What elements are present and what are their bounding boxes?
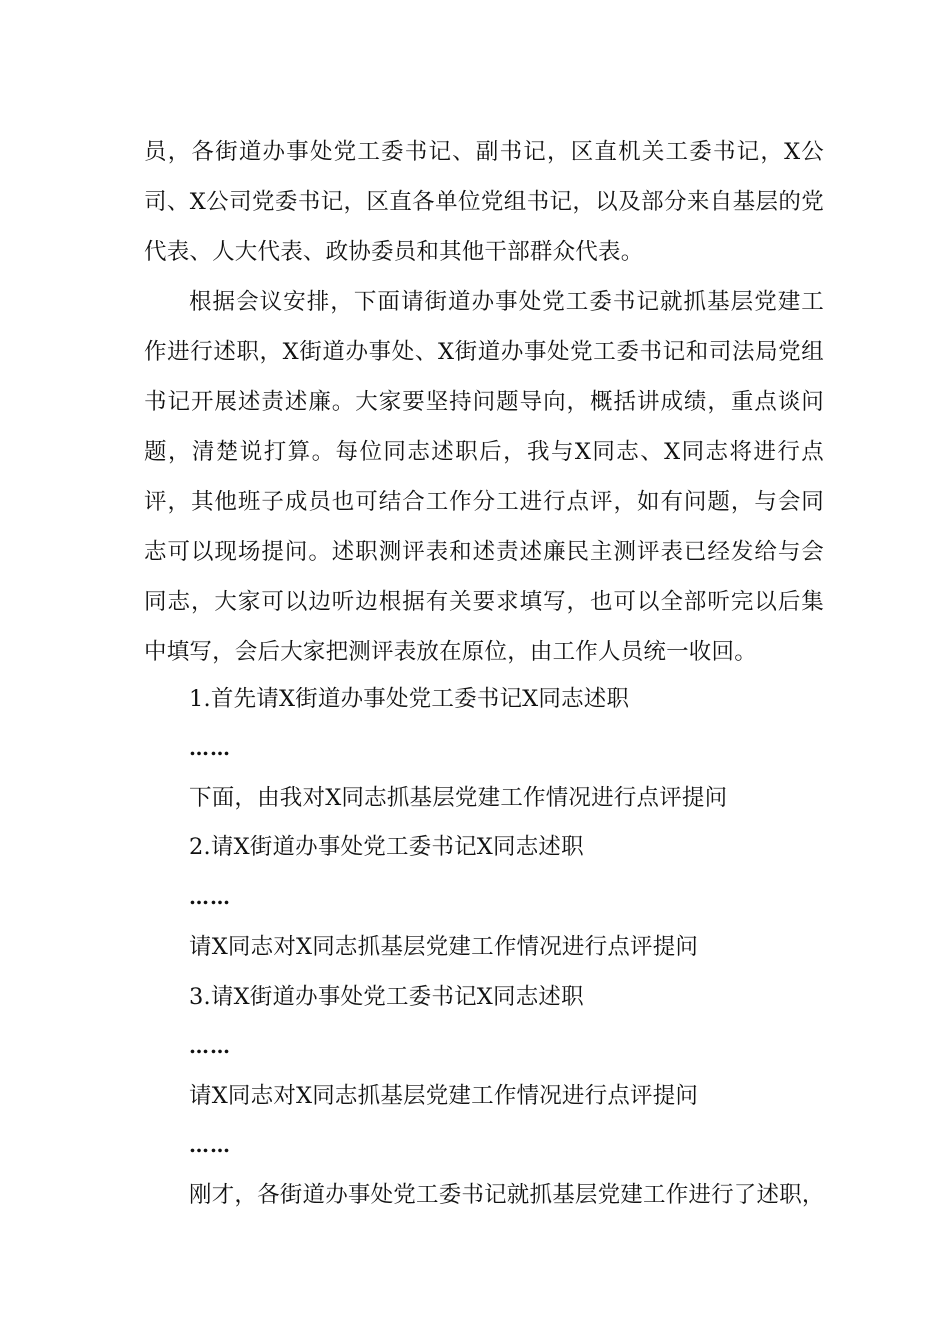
ellipsis-1: …… xyxy=(189,736,231,760)
closing-line: 刚才，各街道办事处党工委书记就抓基层党建工作进行了述职， xyxy=(189,1182,825,1208)
review-line-2: 请X同志对X同志抓基层党建工作情况进行点评提问 xyxy=(189,934,699,960)
agenda-item-2: 2.请X街道办事处党工委书记X同志述职 xyxy=(189,834,584,860)
ellipsis-2: …… xyxy=(189,885,231,909)
paragraph-attendees: 员，各街道办事处党工委书记、副书记，区直机关工委书记，X公司、X公司党委书记，区直各单位党组书记，以及部分来自基层的党代表、人大代表、政协委员和其他干部群众代表。 xyxy=(144,139,824,265)
ellipsis-4: …… xyxy=(189,1133,231,1157)
review-line-3: 请X同志对X同志抓基层党建工作情况进行点评提问 xyxy=(189,1083,699,1109)
ellipsis-3: …… xyxy=(189,1034,231,1058)
review-line-1: 下面，由我对X同志抓基层党建工作情况进行点评提问 xyxy=(189,785,728,811)
paragraph-meeting-arrangement: 根据会议安排，下面请街道办事处党工委书记就抓基层党建工作进行述职，X街道办事处、X街道办事处党工委书记和司法局党组书记开展述责述廉。大家要坚持问题导向，概括讲成绩，重点谈问题，清楚说打算。每位同志述职后，我与X同志、X同志将进行点评，其他班子成员也可结合工作分工进行点评，如有问题，与会同志可以现场提问。述职测评表和述责述廉民主测评表已经发给与会同志，大家可以边听边根据有关要求填写，也可以全部听完以后集中填写，会后大家把测评表放在原位，由工作人员统一收回。 xyxy=(144,289,824,665)
agenda-item-3: 3.请X街道办事处党工委书记X同志述职 xyxy=(189,984,584,1010)
agenda-item-1: 1.首先请X街道办事处党工委书记X同志述职 xyxy=(189,686,630,712)
